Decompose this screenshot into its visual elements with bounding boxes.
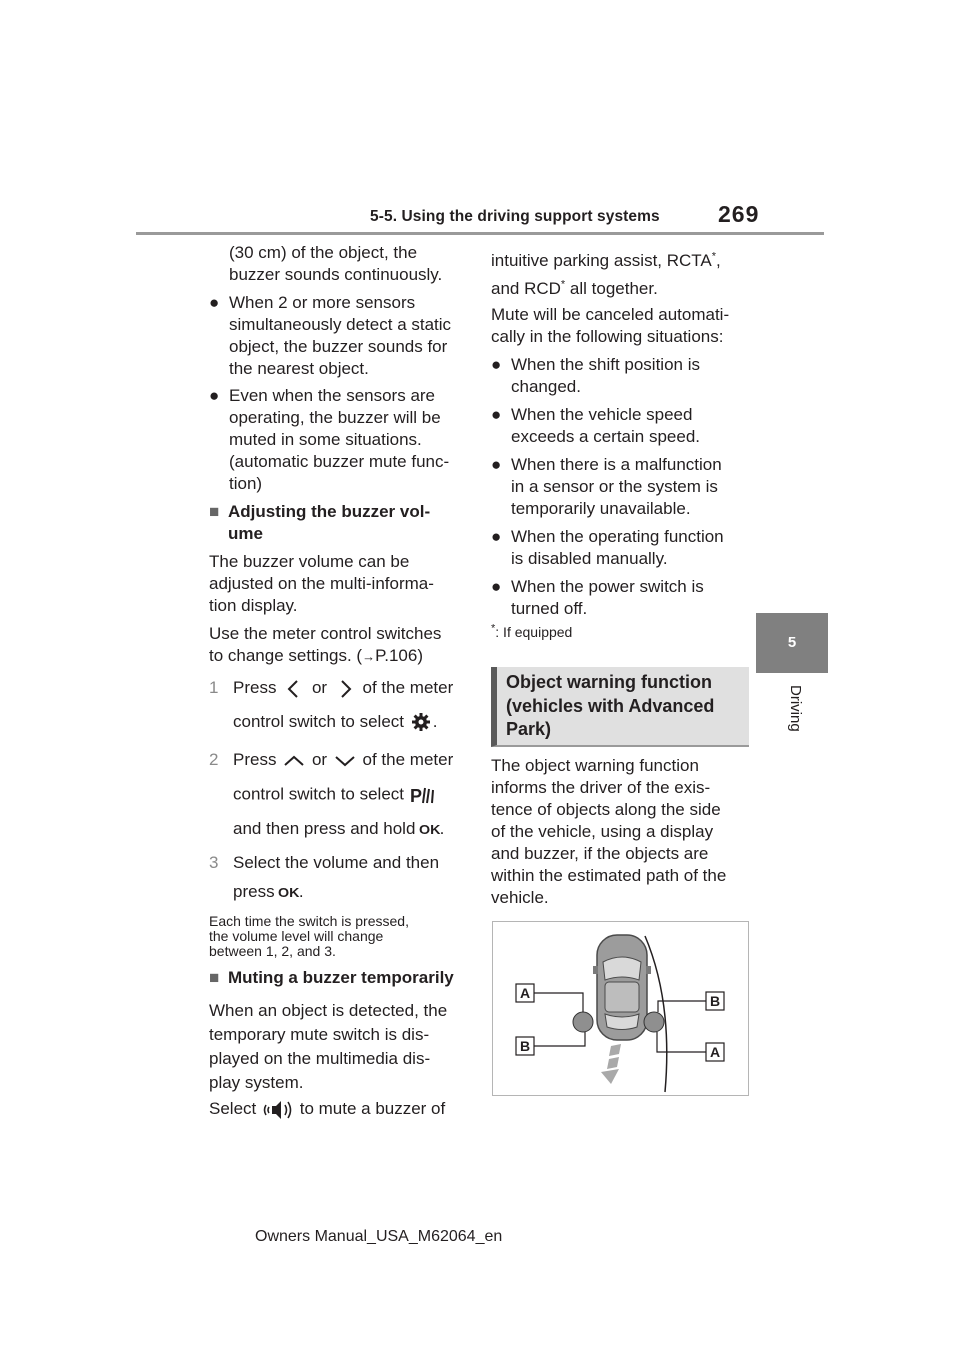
text-span: all together. [565, 279, 658, 298]
svg-text:P: P [409, 785, 422, 806]
list-item [491, 404, 700, 448]
text-line: When the shift position is [511, 355, 700, 374]
bullet-icon: ● [491, 405, 502, 424]
car-diagram [493, 922, 748, 1095]
ok-button-icon: OK [278, 885, 300, 900]
page-reference[interactable]: P.106) [375, 646, 423, 665]
text-line: the volume level will change [209, 928, 384, 944]
section-title: 5-5. Using the driving support systems [370, 208, 660, 225]
section-heading [506, 671, 742, 742]
subheading [209, 967, 454, 989]
square-bullet-icon: ■ [209, 502, 220, 521]
parking-sensor-icon [409, 783, 439, 807]
text-line: between 1, 2, and 3. [209, 943, 336, 959]
text-span: and then press and hold [233, 818, 416, 838]
text-span: . [432, 711, 438, 731]
ok-button-icon: OK [419, 821, 441, 837]
text-span: . [439, 818, 445, 838]
text-line: object, the buzzer sounds for [229, 337, 448, 356]
text-span: to change settings. ( [209, 646, 363, 665]
object-marker [644, 1012, 664, 1032]
step-number: 2 [209, 750, 219, 769]
speaker-mute-icon [261, 1099, 295, 1121]
text-line: Object warning function [506, 672, 712, 692]
continued-text [229, 242, 442, 286]
subheading [209, 501, 430, 545]
chevron-right-icon [332, 678, 358, 700]
gear-icon [409, 711, 433, 733]
text-line: Park) [506, 719, 552, 739]
text-line: changed. [511, 377, 581, 396]
step-3 [209, 852, 469, 904]
callout-label: A [520, 985, 531, 1001]
text-line: vehicle. [491, 888, 549, 907]
callout-label: B [520, 1038, 531, 1054]
text-span: to mute a buzzer of [299, 1099, 446, 1118]
text-line [209, 818, 469, 841]
text-span: intuitive parking assist, RCTA [491, 251, 712, 270]
paragraph [491, 304, 729, 348]
bullet-icon: ● [209, 293, 220, 312]
text-line [209, 749, 469, 772]
text-span: and RCD [491, 279, 561, 298]
text-line: tion) [229, 474, 263, 493]
text-span: or [311, 750, 328, 769]
footnote-marker: * [491, 622, 496, 635]
footnote [491, 624, 572, 640]
text-line: cally in the following situations: [491, 327, 724, 346]
text-line: is disabled manually. [511, 549, 668, 568]
text-line: operating, the buzzer will be [229, 408, 441, 427]
text-span: or [311, 678, 328, 697]
text-line: (30 cm) of the object, the [229, 243, 418, 262]
header-divider [136, 232, 824, 235]
text-line: temporarily unavailable. [511, 499, 691, 518]
text-line: simultaneously detect a static [229, 315, 452, 334]
text-line: buzzer sounds continuously. [229, 265, 443, 284]
text-line: When the power switch is [511, 577, 704, 596]
text-line: tence of objects along the side [491, 800, 721, 819]
text-span: , [716, 251, 721, 270]
text-line: Use the meter control switches [209, 624, 442, 643]
chevron-up-icon [281, 750, 307, 772]
text-line [491, 278, 658, 300]
step-number: 3 [209, 853, 219, 872]
list-item [491, 454, 722, 520]
chapter-tab: 5 [756, 613, 828, 673]
text-span: of the meter [362, 750, 454, 769]
text-span: control switch to select [233, 784, 405, 803]
text-line: (vehicles with Advanced [506, 695, 715, 716]
callout-label: A [710, 1044, 721, 1060]
text-span: : If equipped [495, 624, 573, 640]
text-line: When there is a malfunction [511, 455, 722, 474]
text-line: (automatic buzzer mute func- [229, 452, 450, 471]
text-line: ume [228, 524, 263, 543]
text-span: Press [233, 678, 277, 697]
paragraph [209, 623, 441, 668]
step-number: 1 [209, 678, 219, 697]
text-line: muted in some situations. [229, 430, 422, 449]
text-line: When the vehicle speed [511, 405, 693, 424]
note [209, 914, 409, 959]
footnote-marker: * [560, 278, 566, 291]
step-2 [209, 749, 469, 841]
text-line: turned off. [511, 599, 588, 618]
chevron-down-icon [332, 750, 358, 772]
list-item [209, 292, 451, 380]
text-line: Each time the switch is pressed, [209, 913, 409, 929]
text-line: The buzzer volume can be [209, 552, 410, 571]
text-line: When 2 or more sensors [229, 293, 416, 312]
text-line [209, 881, 469, 904]
text-span: Select [209, 1099, 257, 1118]
text-line [209, 1097, 445, 1121]
reverse-arrow-icon [601, 1044, 621, 1084]
text-line [209, 645, 441, 668]
object-warning-figure [492, 921, 749, 1096]
paragraph [491, 755, 726, 909]
text-line: Mute will be canceled automati- [491, 305, 730, 324]
car-icon [593, 935, 651, 1040]
callout-label: B [710, 993, 721, 1009]
text-line: Adjusting the buzzer vol- [228, 502, 431, 521]
text-span: of the meter [362, 678, 454, 697]
text-line [209, 783, 469, 807]
square-bullet-icon: ■ [209, 968, 220, 987]
text-line [209, 677, 469, 700]
text-line: exceeds a certain speed. [511, 427, 701, 446]
paragraph [209, 999, 447, 1095]
footnote-marker: * [711, 250, 717, 263]
list-item [491, 354, 700, 398]
text-line: temporary mute switch is dis- [209, 1025, 430, 1044]
text-line: the nearest object. [229, 359, 369, 378]
list-item [491, 576, 704, 620]
step-1 [209, 677, 469, 733]
text-line: Muting a buzzer temporarily [228, 968, 454, 987]
text-line: in a sensor or the system is [511, 477, 718, 496]
bullet-icon: ● [491, 455, 502, 474]
text-line: tion display. [209, 596, 298, 615]
page-number: 269 [718, 201, 760, 227]
text-line: and buzzer, if the objects are [491, 844, 709, 863]
chevron-left-icon [281, 678, 307, 700]
arrow-icon: → [362, 649, 376, 664]
text-span: Press [233, 750, 277, 769]
text-line [209, 711, 469, 734]
text-line: Select the volume and then [233, 853, 440, 872]
text-span: . [298, 882, 304, 901]
bullet-icon: ● [491, 527, 502, 546]
text-span: press [233, 882, 275, 901]
list-item [491, 526, 724, 570]
footer-text: Owners Manual_USA_M62064_en [255, 1228, 503, 1245]
text-line: informs the driver of the exis- [491, 778, 711, 797]
text-line: played on the multimedia dis- [209, 1049, 431, 1068]
text-line: adjusted on the multi-informa- [209, 574, 434, 593]
text-line: Even when the sensors are [229, 386, 436, 405]
text-line [491, 250, 721, 272]
list-item [209, 385, 449, 495]
text-span: control switch to select [233, 711, 405, 731]
bullet-icon: ● [491, 577, 502, 596]
paragraph [209, 551, 434, 617]
text-line: play system. [209, 1073, 304, 1092]
bullet-icon: ● [491, 355, 502, 374]
object-marker [573, 1012, 593, 1032]
text-line: When an object is detected, the [209, 1001, 448, 1020]
text-line: within the estimated path of the [491, 866, 727, 885]
text-line: The object warning function [491, 756, 699, 775]
text-line: When the operating function [511, 527, 724, 546]
text-line: of the vehicle, using a display [491, 822, 714, 841]
bullet-icon: ● [209, 386, 220, 405]
chapter-label: Driving [787, 685, 804, 732]
